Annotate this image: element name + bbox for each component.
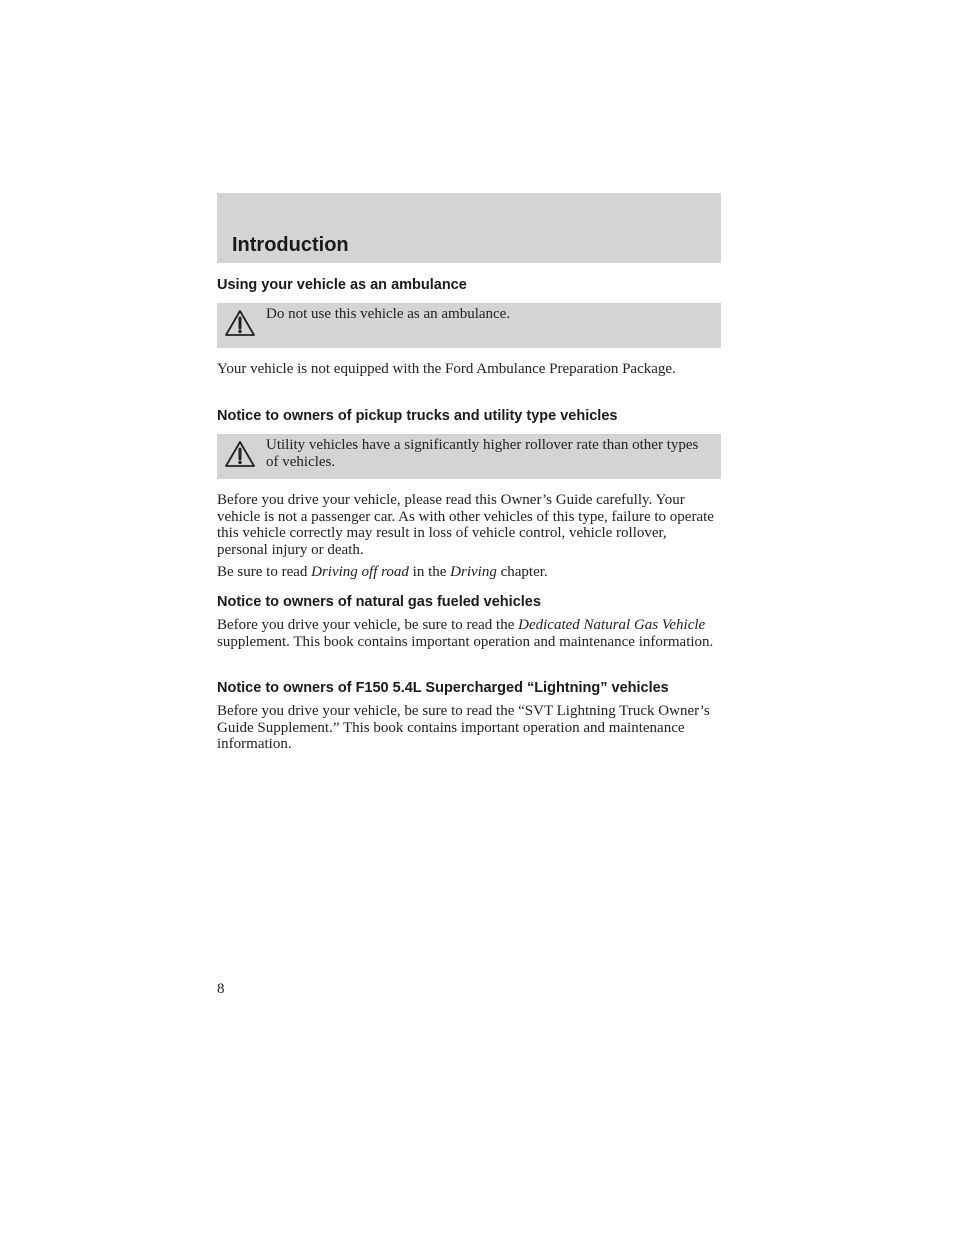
chapter-title: Introduction — [232, 234, 349, 256]
section-heading-lightning: Notice to owners of F150 5.4L Supercharged “Lightning” vehicles — [217, 680, 669, 696]
paragraph-natural-gas — [217, 617, 721, 650]
paragraph: Your vehicle is not equipped with the Ford Ambulance Preparation Package. — [217, 361, 676, 377]
paragraph-read-driving — [217, 564, 721, 581]
warning-text: Utility vehicles have a significantly higher rollover rate than other types of vehicles. — [266, 437, 699, 470]
text-run-italic: Driving — [450, 564, 497, 580]
text-run-italic: Driving off road — [311, 564, 409, 580]
warning-box-utility — [217, 434, 721, 479]
section-heading-utility: Notice to owners of pickup trucks and utility type vehicles — [217, 408, 618, 424]
text-run: chapter. — [496, 564, 548, 580]
text-run: Be sure to read — [217, 564, 312, 580]
section-heading-ambulance: Using your vehicle as an ambulance — [217, 277, 467, 293]
section-heading-natural-gas: Notice to owners of natural gas fueled vehicles — [217, 594, 541, 610]
paragraph: Before you drive your vehicle, please read this Owner’s Guide carefully. Your vehicle is not a passenger car. As with other vehicles of this type, failure to operate this vehicle correctly may result in loss of vehicle control, vehicle rollover, personal injury or death. — [217, 492, 714, 558]
manual-page — [217, 193, 721, 752]
text-run-italic: Dedicated Natural Gas Vehicle — [518, 617, 706, 633]
warning-triangle-icon — [224, 309, 256, 337]
warning-text: Do not use this vehicle as an ambulance. — [266, 306, 511, 322]
text-run: Before you drive your vehicle, be sure to read the — [217, 617, 519, 633]
warning-triangle-icon — [224, 440, 256, 468]
text-run: in the — [408, 564, 451, 580]
chapter-header — [217, 193, 721, 263]
warning-box-ambulance — [217, 303, 721, 348]
paragraph: Before you drive your vehicle, be sure to read the “SVT Lightning Truck Owner’s Guide Supplement.” This book contains important operation and maintenance information. — [217, 703, 710, 752]
text-run: supplement. This book contains important operation and maintenance information. — [217, 633, 714, 650]
page-number: 8 — [217, 981, 225, 997]
